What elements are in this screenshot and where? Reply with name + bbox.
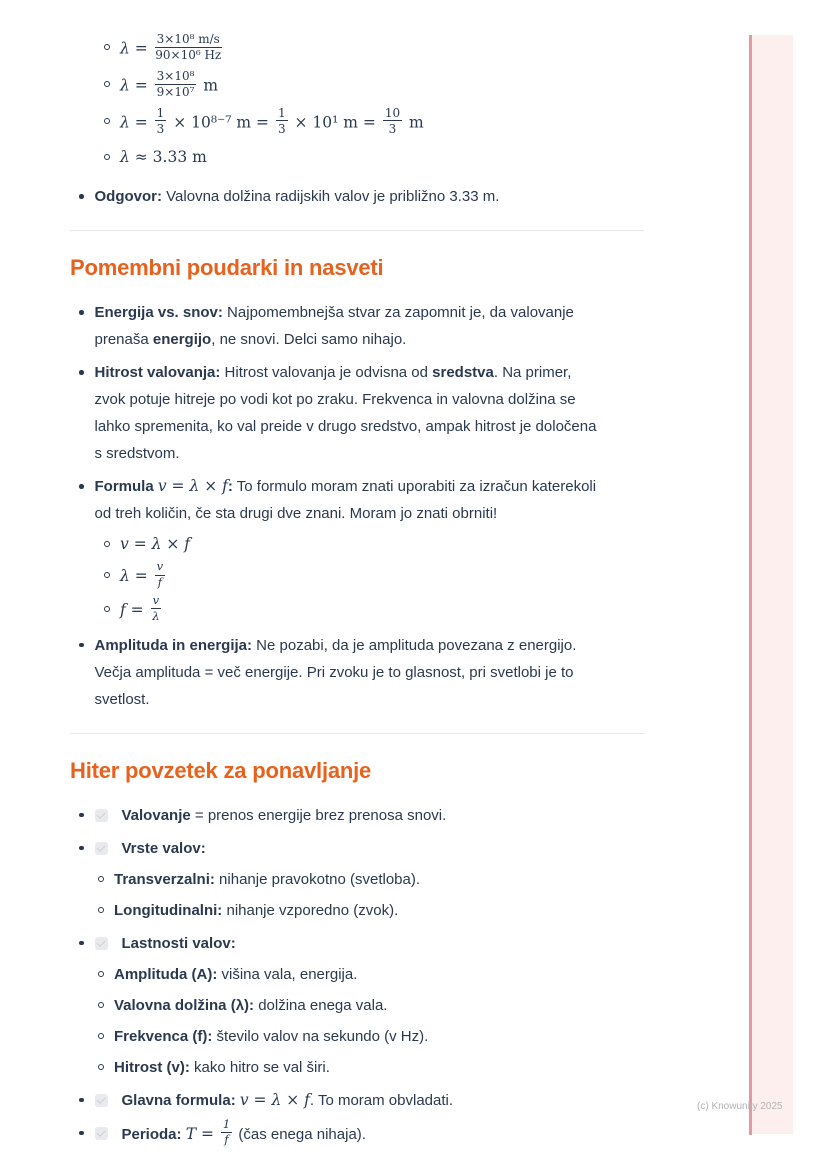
list-item-text: v = λ × f xyxy=(120,535,191,554)
list-item-group xyxy=(70,802,644,829)
section2-title: Hiter povzetek za ponavljanje xyxy=(70,757,372,783)
list-item-group xyxy=(70,531,644,558)
notes-page-content xyxy=(70,34,644,1155)
list-item-text: Valovanje = prenos energije brez prenosa snovi. xyxy=(121,806,447,824)
list-item xyxy=(70,183,644,210)
checkbox-icon[interactable] xyxy=(95,842,108,855)
list-item-group xyxy=(70,473,644,625)
bullet-icon xyxy=(79,846,84,851)
formula-steps-list xyxy=(70,34,644,171)
sub-list-item xyxy=(70,144,644,171)
circle-bullet-icon xyxy=(98,1033,104,1039)
fraction: $\frac{\text{3×10⁸ m/s}}{\text{90×10⁶ Hz}}$ xyxy=(155,32,222,63)
circle-bullet-icon xyxy=(104,606,110,612)
page-edge-accent-bar xyxy=(749,35,752,1135)
list-item-group xyxy=(70,559,644,592)
list-item xyxy=(70,299,644,353)
section-divider xyxy=(70,230,644,231)
checkbox-icon[interactable] xyxy=(95,1127,108,1140)
circle-bullet-icon xyxy=(98,1064,104,1070)
checkbox-icon[interactable] xyxy=(95,809,108,822)
bullet-icon xyxy=(79,484,84,489)
list-item-text: Perioda: T = $\frac{1}{f}$ (čas enega nihaja). xyxy=(121,1116,366,1147)
sub-list-item xyxy=(70,866,644,893)
list-item-group xyxy=(70,105,644,139)
bullet-icon xyxy=(79,813,84,818)
list-item-group xyxy=(70,183,644,210)
list-item-group xyxy=(70,1116,644,1150)
list-item-text: λ ≈ 3.33 m xyxy=(120,148,207,167)
list-item-group xyxy=(70,592,644,626)
checklist-item xyxy=(70,835,644,862)
checklist-item xyxy=(70,1116,644,1150)
section1-title: Pomembni poudarki in nasveti xyxy=(70,255,384,281)
list-item-group xyxy=(70,68,644,102)
list-item-text: Lastnosti valov: xyxy=(121,934,236,952)
circle-bullet-icon xyxy=(104,44,110,50)
circle-bullet-icon xyxy=(104,154,110,160)
list-item-group xyxy=(70,1054,644,1081)
bullet-icon xyxy=(79,194,84,199)
circle-bullet-icon xyxy=(98,876,104,882)
sub-list-item xyxy=(70,992,644,1019)
checklist-item xyxy=(70,1087,644,1114)
list-item-text: Formula v = λ × f: To formulo moram znati uporabiti za izračun katerekoli od treh količin, če sta drugi dve znani. Moram jo znati obrniti! xyxy=(94,477,597,523)
sub-list-item xyxy=(70,68,644,102)
list-item-group xyxy=(70,34,644,65)
list-item-text: Hitrost (v): kako hitro se val širi. xyxy=(114,1058,330,1076)
bullet-icon xyxy=(79,310,84,315)
list-item-text: f = $\frac{v}{\lambda}$ xyxy=(120,592,160,623)
sub-list-item xyxy=(70,1023,644,1050)
list-item-text: λ = $\frac{\text{3×10⁸ m/s}}{\text{90×10⁶ Hz}}$ xyxy=(120,32,222,63)
circle-bullet-icon xyxy=(104,541,110,547)
fraction: $\frac{v}{f}$ xyxy=(156,559,164,590)
list-item-text: λ = $\frac{\text{3×10⁸}}{\text{9×10⁷}}$ m xyxy=(120,68,219,100)
sub-list-item xyxy=(70,897,644,924)
list-item-text: λ = $\frac{v}{f}$ xyxy=(120,559,164,590)
fraction: $\frac{1}{3}$ xyxy=(277,105,286,136)
sub-list xyxy=(70,531,644,625)
copyright-watermark: (c) Knowunity 2025 xyxy=(697,1101,783,1112)
list-item-group xyxy=(70,144,644,171)
list-item-group xyxy=(70,632,644,713)
answer-list xyxy=(70,183,644,210)
fraction: $\frac{10}{3}$ xyxy=(384,105,401,136)
section1-bullet-list xyxy=(70,299,644,712)
list-item-group xyxy=(70,1087,644,1114)
sub-list-item xyxy=(70,961,644,988)
list-item-group xyxy=(70,835,644,924)
bullet-icon xyxy=(79,643,84,648)
list-item-group xyxy=(70,299,644,353)
list-item xyxy=(70,359,644,467)
list-item-group xyxy=(70,897,644,924)
sub-list xyxy=(70,866,644,924)
list-item-text: Vrste valov: xyxy=(121,839,206,857)
bullet-icon xyxy=(79,370,84,375)
circle-bullet-icon xyxy=(98,907,104,913)
fraction: $\frac{\text{3×10⁸}}{\text{9×10⁷}}$ xyxy=(156,68,195,100)
fraction: $\frac{v}{\lambda}$ xyxy=(152,592,160,623)
list-item xyxy=(70,473,644,527)
list-item xyxy=(70,632,644,713)
list-item-text: Longitudinalni: nihanje vzporedno (zvok). xyxy=(114,901,399,919)
list-item-text: Transverzalni: nihanje pravokotno (svetloba). xyxy=(114,870,421,888)
circle-bullet-icon xyxy=(98,971,104,977)
circle-bullet-icon xyxy=(98,1002,104,1008)
list-item-group xyxy=(70,359,644,467)
sub-list-item xyxy=(70,559,644,592)
sub-list-item xyxy=(70,105,644,139)
circle-bullet-icon xyxy=(104,572,110,578)
checkbox-icon[interactable] xyxy=(95,937,108,950)
section-divider xyxy=(70,733,644,734)
checklist-item xyxy=(70,930,644,957)
list-item-text: λ = $\frac{1}{3}$ × 10⁸⁻⁷ m = $\frac{1}{3}$ × 10¹ m = $\frac{10}{3}$ m xyxy=(120,105,424,136)
list-item-text: Glavna formula: v = λ × f. To moram obvladati. xyxy=(121,1090,454,1109)
list-item-group xyxy=(70,992,644,1019)
sub-list-item xyxy=(70,1054,644,1081)
circle-bullet-icon xyxy=(104,118,110,124)
list-item-group xyxy=(70,866,644,893)
list-item-group xyxy=(70,1023,644,1050)
list-item-text: Amplituda in energija: Ne pozabi, da je amplituda povezana z energijo. Večja amplituda = več energije. Pri zvoku je to glasnost, pri svetlobi je to svetlost. xyxy=(94,636,577,708)
bullet-icon xyxy=(79,1131,84,1136)
checklist-item xyxy=(70,802,644,829)
list-item-group xyxy=(70,961,644,988)
list-item-text: Energija vs. snov: Najpomembnejša stvar za zapomnit je, da valovanje prenaša energijo, ne snovi. Delci samo nihajo. xyxy=(94,304,574,349)
circle-bullet-icon xyxy=(104,81,110,87)
sub-list-item xyxy=(70,531,644,558)
bullet-icon xyxy=(79,941,84,946)
fraction: $\frac{1}{3}$ xyxy=(156,105,165,136)
page-edge-highlight xyxy=(752,35,793,1134)
bullet-icon xyxy=(79,1098,84,1103)
list-item-text: Frekvenca (f): število valov na sekundo (v Hz). xyxy=(114,1027,429,1045)
list-item-text: Odgovor: Valovna dolžina radijskih valov je približno 3.33 m. xyxy=(94,188,500,206)
checkbox-icon[interactable] xyxy=(95,1094,108,1107)
list-item-group xyxy=(70,930,644,1081)
sub-list-item xyxy=(70,592,644,626)
list-item-text: Valovna dolžina (λ): dolžina enega vala. xyxy=(114,996,388,1014)
fraction: $\frac{1}{f}$ xyxy=(222,1116,231,1147)
section2-checklist xyxy=(70,802,644,1150)
list-item-text: Hitrost valovanja: Hitrost valovanja je odvisna od sredstva. Na primer, zvok potuje hitreje po vodi kot po zraku. Frekvenca in valovna dolžina se lahko spremenita, ko val preide v drugo sredstvo, ampak hitrost je določena s sredstvom. xyxy=(94,364,597,463)
list-item-text: Amplituda (A): višina vala, energija. xyxy=(114,965,358,983)
sub-list-item xyxy=(70,34,644,65)
sub-list xyxy=(70,961,644,1081)
